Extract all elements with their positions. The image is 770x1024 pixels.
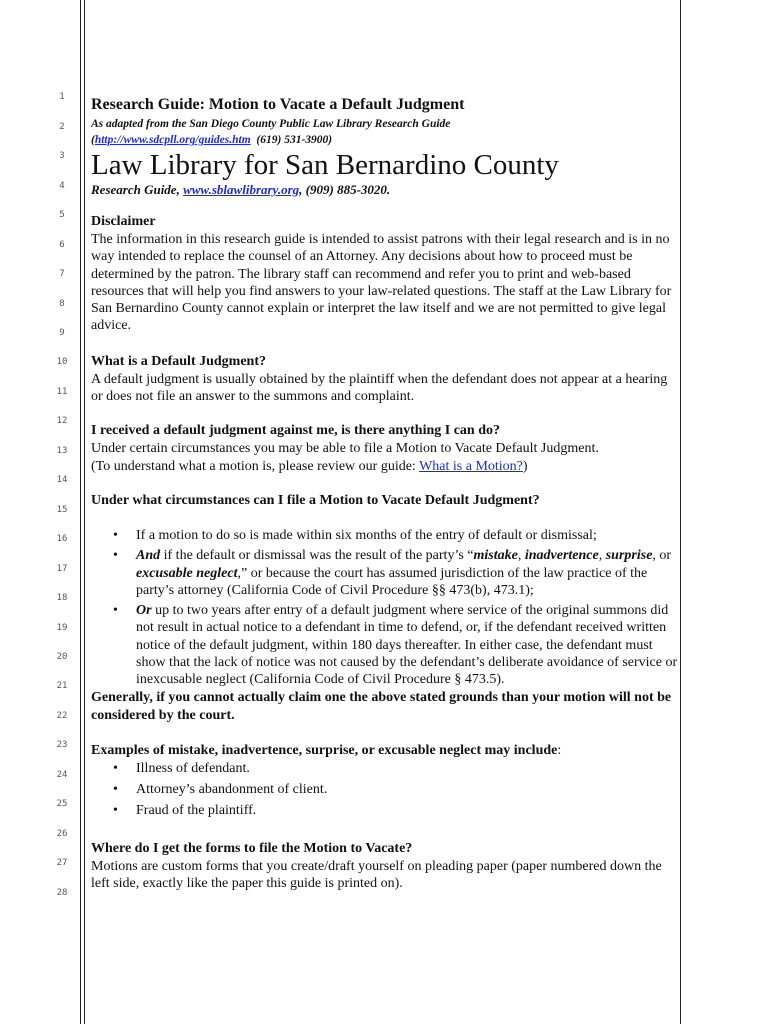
list-item <box>91 547 681 599</box>
received-line-1: Under certain circumstances you may be able to file a Motion to Vacate Default Judgment. <box>91 441 599 457</box>
circumstances-heading: Under what circumstances can I file a Motion to Vacate Default Judgment? <box>91 492 540 508</box>
list-item <box>91 602 681 688</box>
received-prefix: (To understand what a motion is, please review our guide: <box>91 458 420 474</box>
line-number: 8 <box>59 299 65 309</box>
list-item <box>91 760 681 777</box>
line-number: 13 <box>56 446 68 456</box>
line-number: 16 <box>56 534 68 544</box>
line-number: 25 <box>56 799 68 809</box>
list-item <box>91 527 681 544</box>
inadvertence-word: inadvertence <box>524 548 599 564</box>
line-number: 20 <box>56 652 68 662</box>
surprise-word: surprise <box>605 548 653 564</box>
forms-heading: Where do I get the forms to file the Motion to Vacate? <box>91 840 413 856</box>
what-is-text: A default judgment is usually obtained by the plaintiff when the defendant does not appear at a hearing or does not file an answer to the summons and complaint. <box>91 371 668 405</box>
line-number: 9 <box>59 328 65 338</box>
line-number: 6 <box>59 240 65 250</box>
line-number: 23 <box>56 740 68 750</box>
or-word: Or <box>136 603 152 619</box>
example-item: Fraud of the plaintiff. <box>136 803 257 819</box>
list-item <box>91 802 681 819</box>
guide-prefix: Research Guide, <box>91 182 184 197</box>
adapted-note: As adapted from the San Diego County Public Law Library Research Guide <box>91 118 451 130</box>
examples-heading-text: Examples of mistake, inadvertence, surprise, or excusable neglect may include <box>91 742 558 758</box>
excusable-neglect-words: excusable neglect <box>136 565 238 581</box>
what-is-heading: What is a Default Judgment? <box>91 353 267 369</box>
bullet-icon: • <box>113 527 118 543</box>
disclaimer-heading: Disclaimer <box>91 214 156 229</box>
line-number: 22 <box>56 711 68 721</box>
examples-list <box>91 760 681 820</box>
line-number: 12 <box>56 416 68 426</box>
bullet-icon: • <box>113 760 118 776</box>
list-item <box>91 781 681 798</box>
line-number: 11 <box>56 387 68 397</box>
circumstances-list <box>91 527 681 689</box>
forms-text: Motions are custom forms that you create/draft yourself on pleading paper (paper numbered down the left side, exactly like the paper this guide is printed on). <box>91 858 662 891</box>
line-number: 24 <box>56 770 68 780</box>
line-number: 4 <box>59 181 65 191</box>
left-margin-rule <box>80 0 81 1024</box>
examples-colon: : <box>557 742 562 758</box>
received-heading: I received a default judgment against me, is there anything I can do? <box>91 423 500 439</box>
received-line-2 <box>91 458 681 475</box>
line-number: 21 <box>56 681 68 691</box>
circumstance-1: If a motion to do so is made within six months of the entry of default or dismissal; <box>136 527 597 543</box>
line-number: 7 <box>59 269 65 279</box>
what-is-motion-link[interactable]: What is a Motion? <box>419 458 523 474</box>
comma: , <box>517 548 525 564</box>
mistake-word: mistake <box>473 548 518 564</box>
line-number: 17 <box>56 564 68 574</box>
bullet-icon: • <box>113 781 118 797</box>
comma-or: , or <box>652 548 672 564</box>
example-item: Illness of defendant. <box>136 760 250 776</box>
line-number: 27 <box>56 858 68 868</box>
bullet-icon: • <box>113 803 118 819</box>
examples-heading <box>91 742 681 760</box>
adapted-source <box>91 132 681 148</box>
left-margin-rule-inner <box>84 0 85 1024</box>
circumstance-2-rest: ,” or because the court has assumed jurisdiction of the law practice of the party’s attorney (California Code of Civil Procedure §§ 473(b), 473.1); <box>136 565 648 598</box>
sblawlibrary-link[interactable]: www.sblawlibrary.org <box>183 182 300 197</box>
example-item: Attorney’s abandonment of client. <box>136 781 328 797</box>
generally-summary: Generally, if you cannot actually claim one the above stated grounds than your motion will not be considered by the court. <box>91 689 672 723</box>
line-number: 5 <box>59 210 65 220</box>
disclaimer-text: The information in this research guide is intended to assist patrons with their legal research and is in no way intended to replace the counsel of an Attorney. Any decisions about how to proceed must be determined by the patron. The library staff can recommend and refer you to print and web-based resources that will help you find answers to your law-related questions. The staff at the Law Library for San Bernardino County cannot explain or interpret the law itself and we are not permitted to give legal advice. <box>91 232 672 334</box>
circumstance-3-text: up to two years after entry of a default judgment where service of the original summons did not result in actual notice to a defendant in time to defend, or, if the defendant received written notice of the default judgment, within 180 days thereafter. In either case, the defendant must show that the lack of notice was not caused by the defendant’s deliberate avoidance of service or inexcusable neglect (California Code of Civil Procedure § 473.5). <box>136 603 678 688</box>
line-number: 15 <box>56 505 68 515</box>
comma: , <box>598 548 606 564</box>
line-number: 28 <box>56 888 68 898</box>
guide-title: Research Guide: Motion to Vacate a Default Judgment <box>91 96 465 113</box>
bullet-icon: • <box>113 548 118 564</box>
paren-open: ( <box>91 134 95 146</box>
received-suffix: ) <box>522 458 528 474</box>
line-number: 26 <box>56 829 68 839</box>
line-number: 1 <box>59 92 65 102</box>
bullet-icon: • <box>113 603 118 619</box>
line-number: 10 <box>56 357 68 367</box>
line-number: 19 <box>56 623 68 633</box>
library-phone: , (909) 885-3020. <box>299 182 391 197</box>
line-number: 18 <box>56 593 68 603</box>
circumstance-2-text: if the default or dismissal was the result of the party’s “ <box>160 548 474 564</box>
library-name: Law Library for San Bernardino County <box>91 149 559 181</box>
sdcpll-phone: (619) 531-3900) <box>250 134 333 146</box>
line-number: 3 <box>59 151 65 161</box>
sdcpll-link[interactable]: http://www.sdcpll.org/guides.htm <box>94 134 251 146</box>
library-contact <box>91 182 681 198</box>
line-number: 2 <box>59 122 65 132</box>
line-number: 14 <box>56 475 68 485</box>
document-body <box>91 94 681 892</box>
and-word: And <box>136 548 161 564</box>
